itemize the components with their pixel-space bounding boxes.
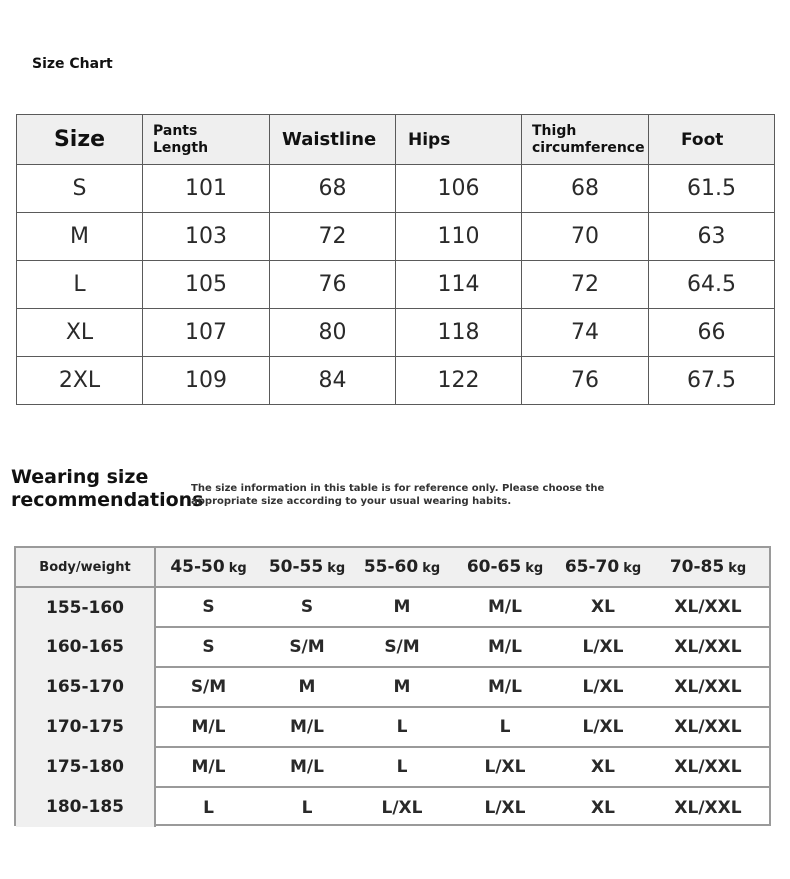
- recommended-size-cell: XL: [559, 747, 647, 787]
- recommended-size-cell: L: [353, 707, 451, 747]
- recommendations-title-line-2: recommendations: [11, 489, 204, 511]
- height-range-cell: 170-175: [16, 707, 155, 747]
- recommendation-row: [16, 667, 769, 707]
- recommended-size-cell: L/XL: [559, 627, 647, 667]
- weight-unit: kg: [623, 561, 642, 576]
- recommendation-header-row: [16, 548, 769, 587]
- header-pants-length: [143, 115, 270, 165]
- measurement-cell: 103: [143, 213, 270, 261]
- weight-range-value: 55-60: [363, 557, 419, 577]
- recommended-size-cell: M: [353, 587, 451, 627]
- measurement-cell: 67.5: [649, 357, 775, 405]
- recommended-size-cell: L: [301, 797, 313, 818]
- recommended-size-cell: S/M: [353, 627, 451, 667]
- recommended-size-cell: M: [353, 667, 451, 707]
- note-line-1: The size information in this table is for reference only. Please choose the: [191, 483, 605, 494]
- weight-range-value: 45-50: [170, 557, 225, 577]
- height-range-cell: 175-180: [16, 747, 155, 787]
- recommended-size-cell: M/L: [155, 707, 261, 747]
- size-row: [17, 309, 775, 357]
- measurement-cell: 68: [270, 165, 396, 213]
- weight-unit: kg: [728, 561, 747, 576]
- height-range-cell: 155-160: [16, 587, 155, 627]
- measurement-cell: 61.5: [649, 165, 775, 213]
- measurement-cell: 107: [143, 309, 270, 357]
- recommended-size-cell: L: [451, 707, 559, 747]
- header-thigh-line-1: Thigh: [532, 122, 577, 139]
- recommended-size-cell: S: [261, 587, 353, 627]
- measurement-cell: 105: [143, 261, 270, 309]
- recommended-size-cell: S: [155, 627, 261, 667]
- weight-unit: kg: [327, 561, 346, 576]
- recommended-size-cell: L/XL: [484, 797, 526, 818]
- recommended-size-cell: XL/XXL: [647, 747, 769, 787]
- weight-range-value: 50-55: [268, 557, 324, 577]
- recommended-size-cell: XL/XXL: [647, 587, 769, 627]
- recommended-size-cell: M/L: [261, 707, 353, 747]
- recommended-size-cell: L/XL: [559, 707, 647, 747]
- recommendation-row: [16, 747, 769, 787]
- recommendation-table: [16, 548, 769, 827]
- measurement-cell: 114: [396, 261, 522, 309]
- recommendation-row: [16, 587, 769, 627]
- size-label-cell: 2XL: [17, 357, 143, 405]
- weight-unit: kg: [525, 561, 544, 576]
- recommendations-note: [191, 482, 611, 508]
- recommended-size-cell: S/M: [261, 627, 353, 667]
- recommendation-row: [16, 707, 769, 747]
- size-label-cell: XL: [17, 309, 143, 357]
- measurement-cell: 118: [396, 309, 522, 357]
- measurement-cell: 80: [270, 309, 396, 357]
- recommendation-row: [16, 787, 769, 827]
- weight-range-header: [261, 548, 353, 587]
- recommended-size-cell: XL/XXL: [647, 707, 769, 747]
- weight-unit: kg: [228, 561, 247, 576]
- measurement-cell: 76: [270, 261, 396, 309]
- header-size: Size: [17, 115, 143, 165]
- size-label-cell: S: [17, 165, 143, 213]
- header-hips: Hips: [396, 115, 522, 165]
- header-pants-line-2: Length: [153, 139, 209, 156]
- recommended-size-cell: S/M: [155, 667, 261, 707]
- header-waistline: Waistline: [270, 115, 396, 165]
- recommended-size-cell: XL/XXL: [674, 797, 742, 818]
- size-label-cell: M: [17, 213, 143, 261]
- size-table: [16, 114, 775, 405]
- measurement-cell: 72: [270, 213, 396, 261]
- measurement-cell: 84: [270, 357, 396, 405]
- recommended-size-cell: L: [353, 747, 451, 787]
- measurement-cell: 74: [522, 309, 649, 357]
- weight-range-header: [647, 548, 769, 587]
- size-row: [17, 261, 775, 309]
- weight-range-value: 65-70: [564, 557, 620, 577]
- recommended-size-cell: L/XL: [559, 667, 647, 707]
- measurement-cell: 70: [522, 213, 649, 261]
- note-line-2: appropriate size according to your usual wearing habits.: [191, 496, 512, 507]
- recommended-size-cell: M/L: [261, 747, 353, 787]
- measurement-cell: 122: [396, 357, 522, 405]
- weight-range-value: 60-65: [466, 557, 522, 577]
- recommended-size-cell: XL/XXL: [647, 627, 769, 667]
- measurement-cell: 63: [649, 213, 775, 261]
- recommended-size-cell: L/XL: [381, 797, 423, 818]
- weight-range-header: [155, 548, 261, 587]
- recommended-size-cell: S: [155, 587, 261, 627]
- height-range-cell: 165-170: [16, 667, 155, 707]
- measurement-cell: 64.5: [649, 261, 775, 309]
- header-body-weight: Body/weight: [16, 548, 155, 587]
- measurement-cell: 110: [396, 213, 522, 261]
- measurement-cell: 72: [522, 261, 649, 309]
- header-foot: Foot: [649, 115, 775, 165]
- size-row: [17, 213, 775, 261]
- header-thigh-line-2: circumference: [532, 139, 645, 156]
- height-range-cell: 180-185: [16, 787, 155, 827]
- size-row: [17, 165, 775, 213]
- weight-range-header: [451, 548, 559, 587]
- size-table-header-row: [17, 115, 775, 165]
- recommended-size-cell: XL: [559, 587, 647, 627]
- weight-unit: kg: [422, 561, 441, 576]
- weight-range-value: 70-85: [669, 557, 725, 577]
- measurement-cell: 109: [143, 357, 270, 405]
- recommended-size-cell: XL: [591, 797, 615, 818]
- header-pants-line-1: Pants: [153, 122, 198, 139]
- recommended-size-cell: M/L: [451, 587, 559, 627]
- height-range-cell: 160-165: [16, 627, 155, 667]
- measurement-cell: 66: [649, 309, 775, 357]
- recommended-size-cell: L/XL: [451, 747, 559, 787]
- recommended-size-cell: XL/XXL: [647, 667, 769, 707]
- recommended-size-cell: M: [261, 667, 353, 707]
- recommended-size-cell: L: [203, 797, 214, 818]
- recommended-size-cell: M/L: [451, 627, 559, 667]
- weight-range-header: [353, 548, 451, 587]
- recommendation-row: [16, 627, 769, 667]
- recommendation-table-frame: [14, 546, 771, 826]
- recommended-size-cell: M/L: [451, 667, 559, 707]
- page-title: Size Chart: [32, 56, 113, 72]
- measurement-cell: 68: [522, 165, 649, 213]
- measurement-cell: 101: [143, 165, 270, 213]
- header-thigh-circumference: [522, 115, 649, 165]
- size-row: [17, 357, 775, 405]
- recommendations-title-line-1: Wearing size: [11, 466, 149, 488]
- measurement-cell: 76: [522, 357, 649, 405]
- recommended-size-cell: M/L: [155, 747, 261, 787]
- recommendations-title: [11, 466, 204, 512]
- measurement-cell: 106: [396, 165, 522, 213]
- size-label-cell: L: [17, 261, 143, 309]
- weight-range-header: [559, 548, 647, 587]
